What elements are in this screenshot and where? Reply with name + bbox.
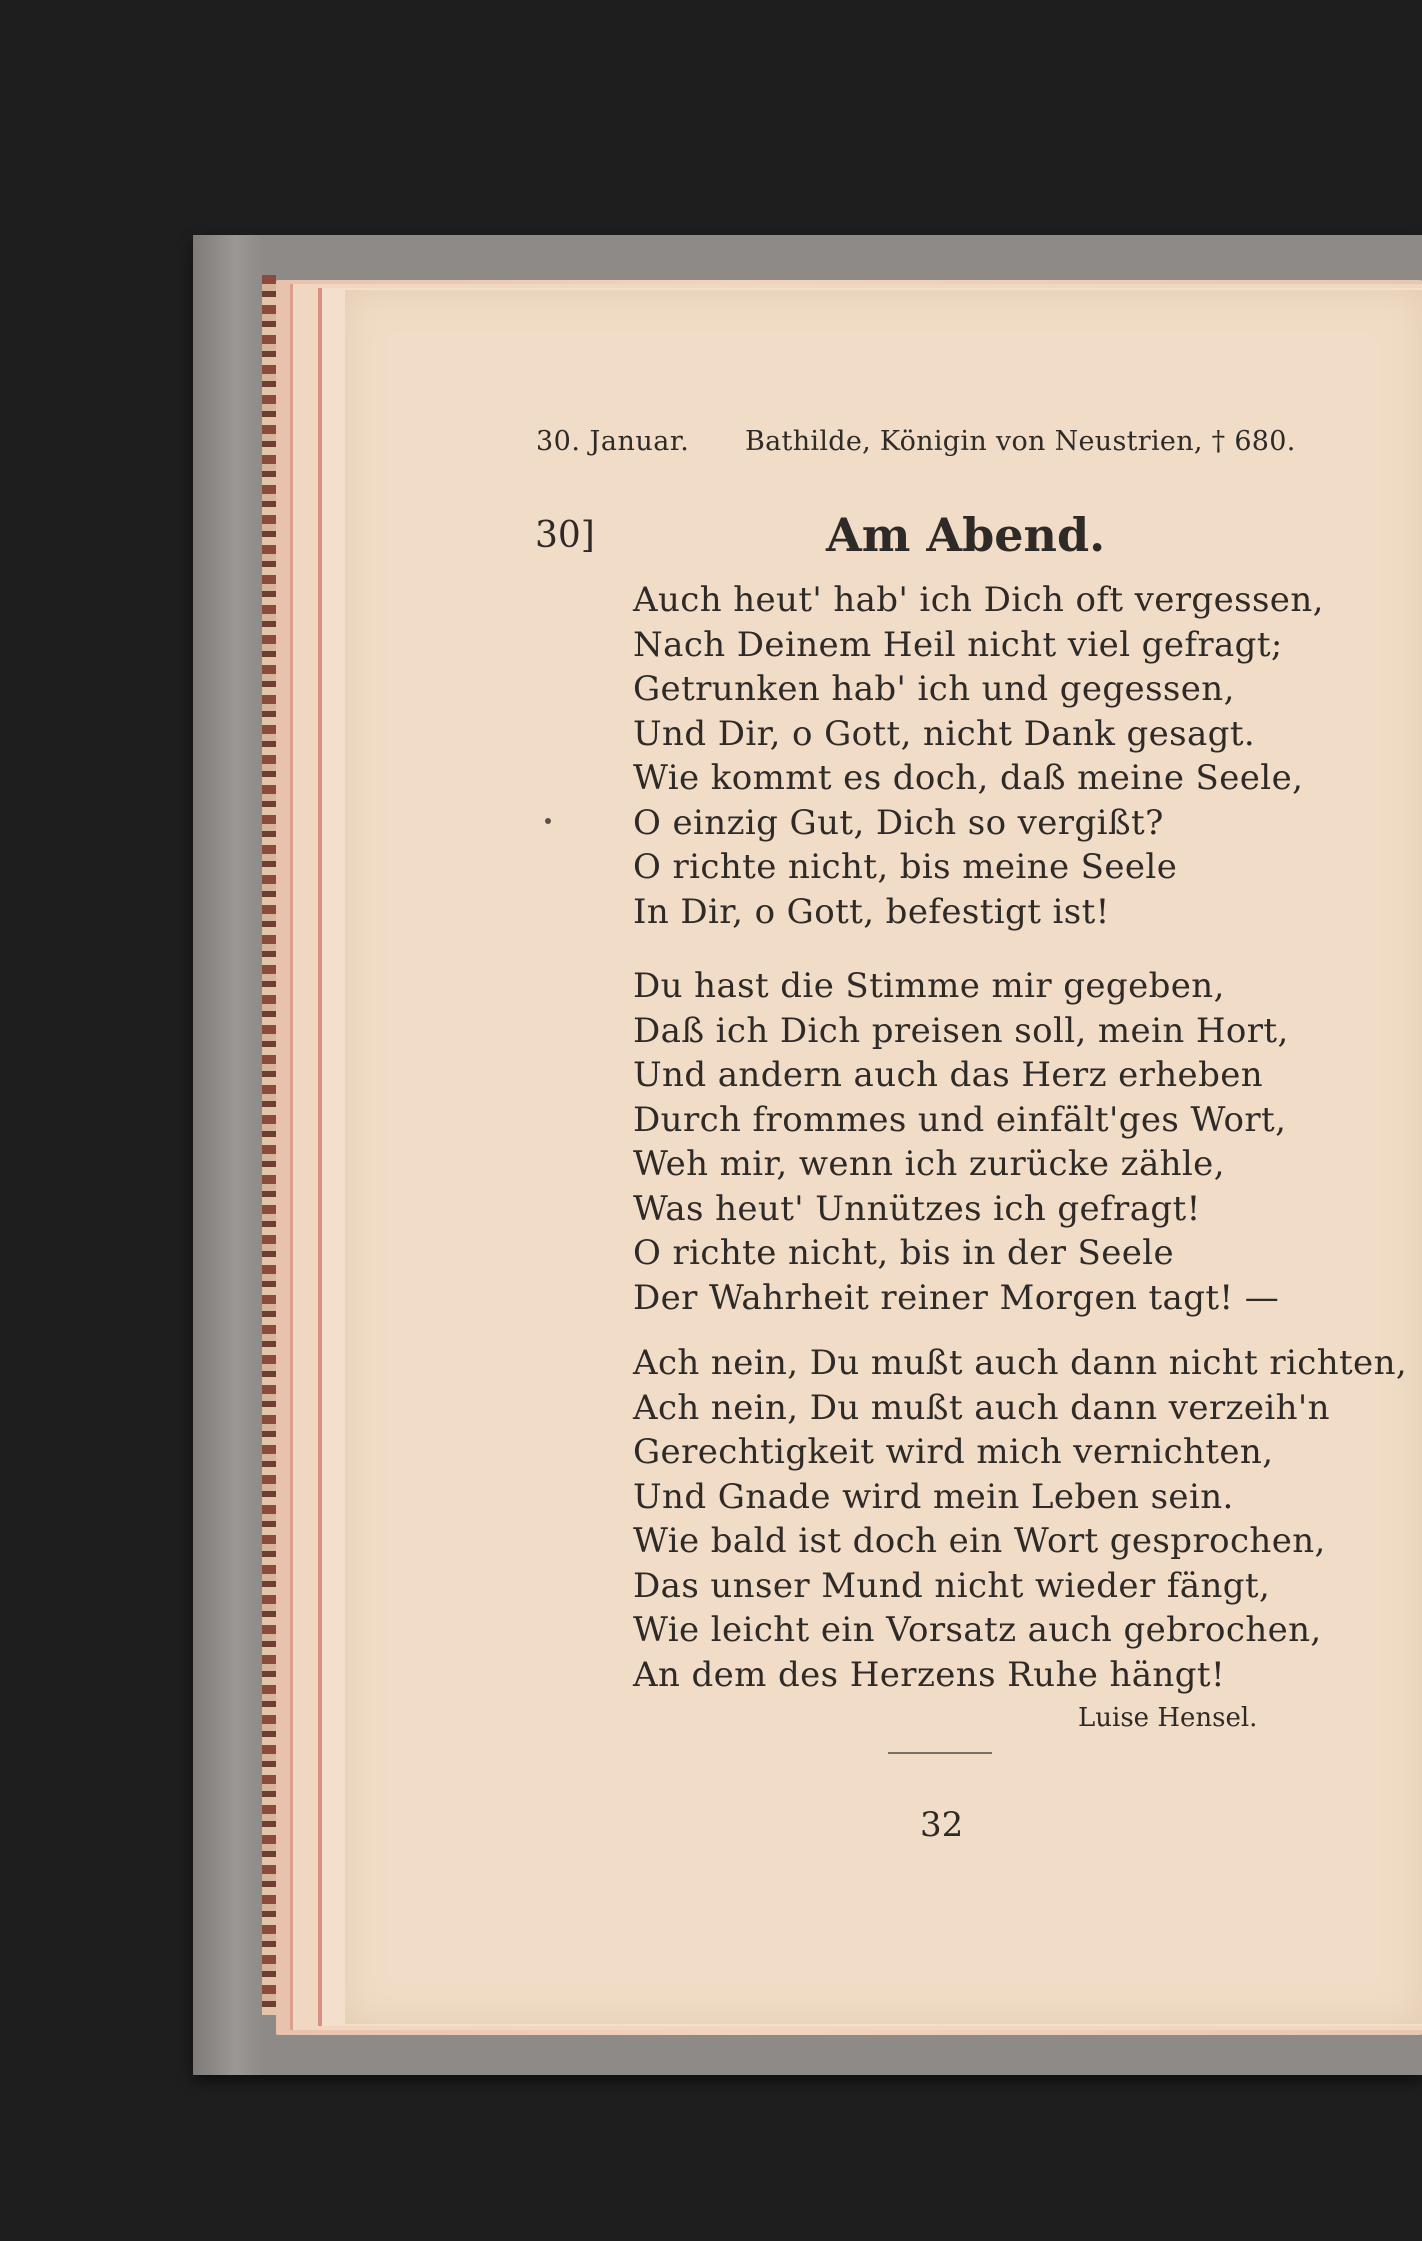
poem-number: 30] (535, 515, 595, 556)
poem-line: Gerechtigkeit wird mich vernichten, (633, 1432, 1274, 1472)
poem-line: Und andern auch das Herz erheben (633, 1055, 1264, 1095)
poem-line: Und Dir, o Gott, nicht Dank gesagt. (633, 713, 1256, 754)
poem-line: Auch heut' hab' ich Dich oft vergessen, (633, 580, 1324, 620)
poem-line: Was heut' Unnützes ich gefragt! (633, 1188, 1201, 1229)
poem-line: Du hast die Stimme mir gegeben, (633, 966, 1225, 1006)
poem-line: Wie leicht ein Vorsatz auch gebrochen, (633, 1610, 1322, 1650)
poem-line: Durch frommes und einfält'ges Wort, (633, 1099, 1287, 1140)
poem-line: O richte nicht, bis in der Seele (633, 1233, 1175, 1273)
poem-line: O einzig Gut, Dich so vergißt? (633, 802, 1164, 843)
poem-author: Luise Hensel. (1078, 1703, 1258, 1733)
running-header-date: 30. Januar. (536, 426, 690, 457)
poem-line: Getrunken hab' ich und gegessen, (633, 669, 1235, 709)
poem-line: Das unser Mund nicht wieder fängt, (633, 1565, 1271, 1606)
poem-line: Ach nein, Du mußt auch dann nicht richten, (633, 1343, 1408, 1383)
poem-title: Am Abend. (826, 508, 1106, 562)
poem-line: An dem des Herzens Ruhe hängt! (633, 1654, 1226, 1695)
stanza-2 (633, 964, 1289, 1320)
page-number: 32 (920, 1805, 964, 1845)
poem-line: Daß ich Dich preisen soll, mein Hort, (633, 1010, 1289, 1051)
poem-line: O richte nicht, bis meine Seele (633, 847, 1178, 887)
poem-line: Ach nein, Du mußt auch dann verzeih'n (633, 1387, 1330, 1428)
poem-line: Und Gnade wird mein Leben sein. (633, 1476, 1234, 1517)
stanza-3 (633, 1341, 1407, 1697)
poem-line: Der Wahrheit reiner Morgen tagt! — (633, 1277, 1280, 1318)
poem-line: In Dir, o Gott, befestigt ist! (633, 891, 1110, 932)
poem-line: Wie kommt es doch, daß meine Seele, (633, 758, 1304, 798)
running-header-saint: Bathilde, Königin von Neustrien, † 680. (745, 426, 1296, 457)
stanza-1 (633, 578, 1324, 934)
book-spine-edge (193, 235, 263, 2075)
poem-line: Nach Deinem Heil nicht viel gefragt; (633, 624, 1283, 665)
section-divider (888, 1752, 992, 1754)
poem-line: Wie bald ist doch ein Wort gesprochen, (633, 1521, 1326, 1561)
poem-line: Weh mir, wenn ich zurücke zähle, (633, 1144, 1225, 1184)
stray-mark (545, 818, 551, 824)
decorative-endpaper (262, 275, 276, 2015)
